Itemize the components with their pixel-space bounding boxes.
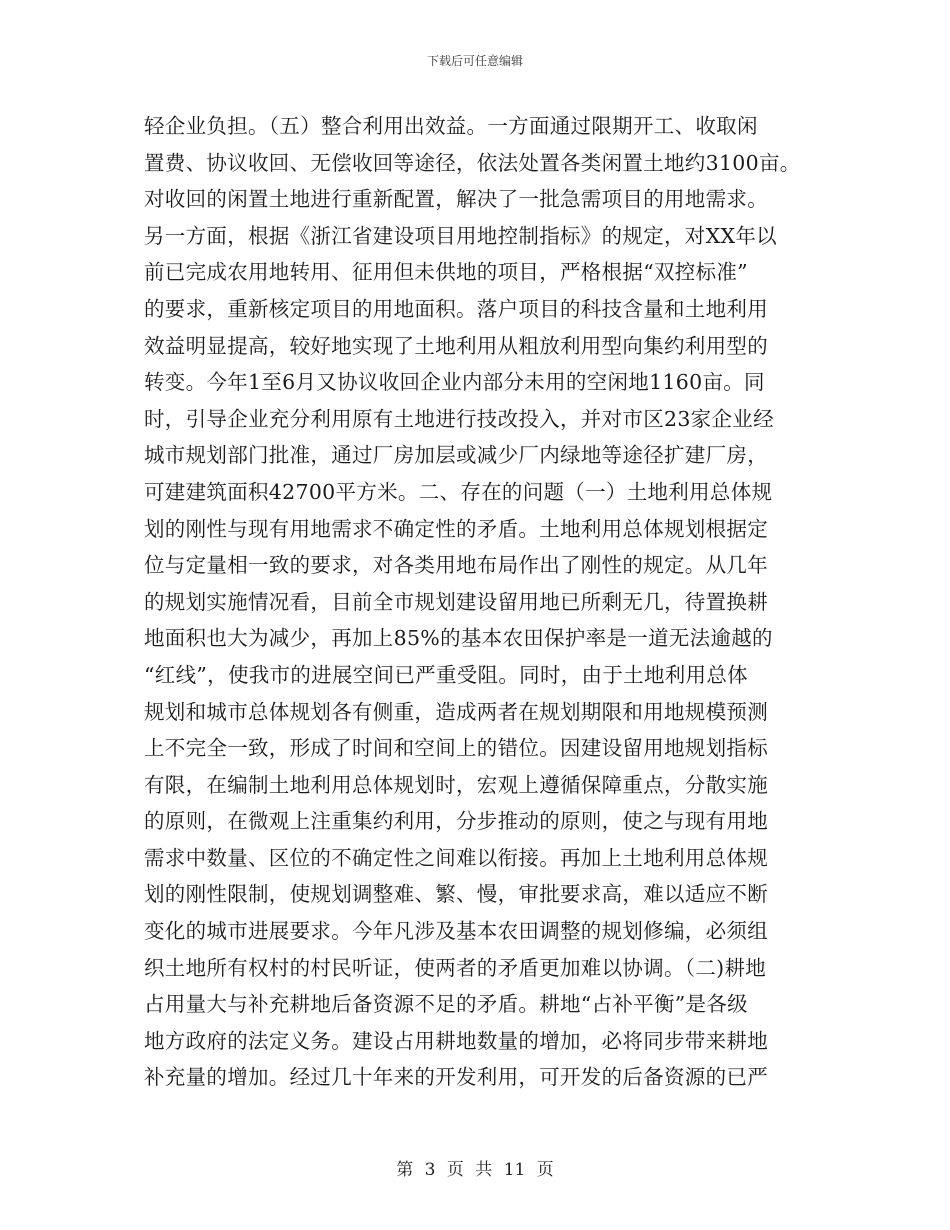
text-line: 另一方面，根据《浙江省建设项目用地控制指标》的规定，对XX年以 bbox=[144, 223, 777, 248]
text-line: 可建建筑面积42700平方米。二、存在的问题（一）土地利用总体规 bbox=[144, 479, 773, 504]
text-line: 的要求，重新核定项目的用地面积。落户项目的科技含量和土地利用 bbox=[144, 296, 768, 321]
text-line: 划的刚性限制，使规划调整难、繁、慢，审批要求高，难以适应不断 bbox=[144, 882, 768, 907]
page-header: 下载后可任意编辑 bbox=[426, 54, 523, 68]
text-line: 前已完成农用地转用、征用但未供地的项目，严格根据“双控标准” bbox=[144, 260, 748, 285]
text-line: “红线”，使我市的进展空间已严重受阻。同时，由于土地利用总体 bbox=[144, 662, 748, 687]
text-line: 上不完全一致，形成了时间和空间上的错位。因建设留用地规划指标 bbox=[144, 736, 768, 761]
text-line: 占用量大与补充耕地后备资源不足的矛盾。耕地“占补平衡”是各级 bbox=[144, 992, 748, 1017]
text-line: 的原则，在微观上注重集约利用，分步推动的原则，使之与现有用地 bbox=[144, 809, 768, 834]
text-line: 织土地所有权村的村民听证，使两者的矛盾更加难以协调。（二)耕地 bbox=[144, 955, 767, 980]
text-line: 城市规划部门批准，通过厂房加层或减少厂内绿地等途径扩建厂房， bbox=[144, 443, 768, 468]
text-line: 需求中数量、区位的不确定性之间难以衔接。再加上土地利用总体规 bbox=[144, 845, 768, 870]
text-line: 效益明显提高，较好地实现了土地利用从粗放利用型向集约利用型的 bbox=[144, 333, 768, 358]
text-line: 地方政府的法定义务。建设占用耕地数量的增加，必将同步带来耕地 bbox=[144, 1028, 768, 1053]
text-line: 置费、协议收回、无偿收回等途径，依法处置各类闲置土地约3100亩。 bbox=[144, 150, 801, 175]
text-line: 有限，在编制土地利用总体规划时，宏观上遵循保障重点，分散实施 bbox=[144, 772, 768, 797]
text-line: 对收回的闲置土地进行重新配置，解决了一批急需项目的用地需求。 bbox=[144, 187, 768, 212]
text-line: 变化的城市进展要求。今年凡涉及基本农田调整的规划修编，必须组 bbox=[144, 919, 768, 944]
text-line: 的规划实施情况看，目前全市规划建设留用地已所剩无几，待置换耕 bbox=[144, 589, 768, 614]
text-line: 补充量的增加。经过几十年来的开发利用，可开发的后备资源的已严 bbox=[144, 1065, 768, 1090]
text-line: 时，引导企业充分利用原有土地进行技改投入，并对市区23家企业经 bbox=[144, 406, 774, 431]
text-line: 划的刚性与现有用地需求不确定性的矛盾。土地利用总体规划根据定 bbox=[144, 516, 768, 541]
text-line: 地面积也大为减少，再加上85%的基本农田保护率是一道无法逾越的 bbox=[144, 626, 773, 651]
body-text bbox=[144, 108, 824, 1096]
text-line: 转变。今年1至6月又协议收回企业内部分未用的空闲地1160亩。同 bbox=[144, 370, 765, 395]
page-footer: 第 3 页 共 11 页 bbox=[396, 1160, 554, 1180]
text-line: 位与定量相一致的要求，对各类用地布局作出了刚性的规定。从几年 bbox=[144, 553, 768, 578]
text-line: 规划和城市总体规划各有侧重，造成两者在规划期限和用地规模预测 bbox=[144, 699, 768, 724]
text-line: 轻企业负担。（五）整合利用出效益。一方面通过限期开工、收取闲 bbox=[144, 114, 758, 138]
